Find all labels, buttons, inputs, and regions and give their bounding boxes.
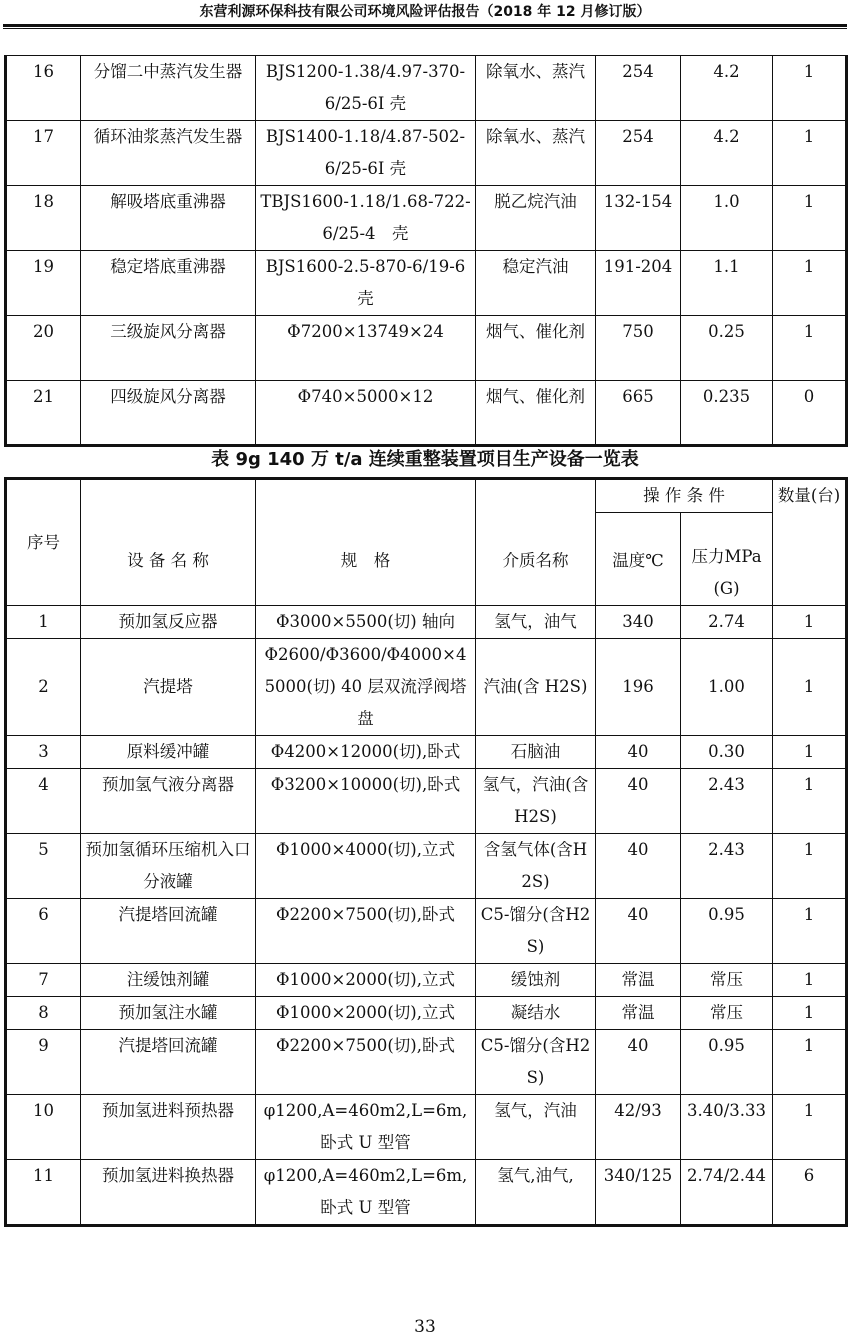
table-row: [6, 899, 847, 964]
temp-cell: 42/93: [596, 1095, 681, 1160]
spec-cell: Φ1000×4000(切),立式: [256, 834, 476, 899]
pressure-cell: 3.40/3.33: [681, 1095, 773, 1160]
spec-cell: φ1200,A=460m2,L=6m,卧式 U 型管: [256, 1160, 476, 1226]
spec-cell: BJS1600-2.5-870-6/19-6壳: [256, 251, 476, 316]
pressure-cell: 常压: [681, 997, 773, 1030]
spec-cell: BJS1200-1.38/4.97-370-6/25-6I 壳: [256, 56, 476, 121]
medium-cell: 氢气，油气: [476, 606, 596, 639]
seq-cell: 6: [6, 899, 81, 964]
page-number: 33: [414, 1317, 436, 1337]
seq-cell: 18: [6, 186, 81, 251]
pressure-cell: 0.25: [681, 316, 773, 381]
equipment-table-9g: [4, 477, 848, 1227]
table-row: [6, 964, 847, 997]
seq-cell: 5: [6, 834, 81, 899]
header-medium: 介质名称: [476, 479, 596, 606]
header-temp: 温度℃: [596, 513, 681, 606]
table-row: [6, 121, 847, 186]
page-header: 东营利源环保科技有限公司环境风险评估报告（2018 年 12 月修订版）: [199, 4, 651, 20]
temp-cell: 340: [596, 606, 681, 639]
pressure-cell: 常压: [681, 964, 773, 997]
name-cell: 解吸塔底重沸器: [81, 186, 256, 251]
qty-cell: 1: [773, 1030, 847, 1095]
qty-cell: 1: [773, 186, 847, 251]
name-cell: 预加氢注水罐: [81, 997, 256, 1030]
temp-cell: 254: [596, 56, 681, 121]
qty-cell: 1: [773, 639, 847, 736]
header-rule-thick: [3, 24, 847, 27]
name-cell: 汽提塔回流罐: [81, 899, 256, 964]
medium-cell: 烟气、催化剂: [476, 381, 596, 446]
spec-cell: Φ2600/Φ3600/Φ4000×45000(切) 40 层双流浮阀塔盘: [256, 639, 476, 736]
qty-cell: 0: [773, 381, 847, 446]
spec-cell: Φ3000×5500(切) 轴向: [256, 606, 476, 639]
seq-cell: 3: [6, 736, 81, 769]
spec-cell: TBJS1600-1.18/1.68-722-6/25-4 壳: [256, 186, 476, 251]
seq-cell: 16: [6, 56, 81, 121]
table-row: [6, 639, 847, 736]
spec-cell: Φ740×5000×12: [256, 381, 476, 446]
table-row: [6, 381, 847, 446]
qty-cell: 1: [773, 769, 847, 834]
qty-cell: 1: [773, 606, 847, 639]
qty-cell: 1: [773, 997, 847, 1030]
table-row: [6, 1030, 847, 1095]
temp-cell: 254: [596, 121, 681, 186]
pressure-cell: 2.43: [681, 769, 773, 834]
pressure-cell: 0.95: [681, 899, 773, 964]
temp-cell: 132-154: [596, 186, 681, 251]
qty-cell: 1: [773, 251, 847, 316]
header-qty: 数量(台): [773, 479, 847, 606]
seq-cell: 9: [6, 1030, 81, 1095]
spec-cell: Φ1000×2000(切),立式: [256, 997, 476, 1030]
pressure-cell: 1.00: [681, 639, 773, 736]
medium-cell: 氢气,油气,: [476, 1160, 596, 1226]
temp-cell: 40: [596, 834, 681, 899]
spec-cell: Φ7200×13749×24: [256, 316, 476, 381]
spec-cell: Φ2200×7500(切),卧式: [256, 899, 476, 964]
header-conditions: 操 作 条 件: [596, 479, 773, 513]
medium-cell: C5-馏分(含H2S): [476, 1030, 596, 1095]
name-cell: 循环油浆蒸汽发生器: [81, 121, 256, 186]
name-cell: 预加氢循环压缩机入口分液罐: [81, 834, 256, 899]
qty-cell: 1: [773, 316, 847, 381]
qty-cell: 1: [773, 1095, 847, 1160]
medium-cell: 缓蚀剂: [476, 964, 596, 997]
temp-cell: 40: [596, 1030, 681, 1095]
pressure-cell: 2.74: [681, 606, 773, 639]
medium-cell: 汽油(含 H2S): [476, 639, 596, 736]
seq-cell: 19: [6, 251, 81, 316]
qty-cell: 1: [773, 736, 847, 769]
table-row: [6, 606, 847, 639]
table-row: [6, 186, 847, 251]
medium-cell: 稳定汽油: [476, 251, 596, 316]
header-name: 设 备 名 称: [81, 479, 256, 606]
pressure-cell: 2.74/2.44: [681, 1160, 773, 1226]
temp-cell: 340/125: [596, 1160, 681, 1226]
medium-cell: 除氧水、蒸汽: [476, 121, 596, 186]
spec-cell: Φ1000×2000(切),立式: [256, 964, 476, 997]
qty-cell: 1: [773, 121, 847, 186]
table-row: [6, 1160, 847, 1226]
table-row: [6, 1095, 847, 1160]
pressure-cell: 1.1: [681, 251, 773, 316]
spec-cell: BJS1400-1.18/4.87-502-6/25-6I 壳: [256, 121, 476, 186]
name-cell: 原料缓冲罐: [81, 736, 256, 769]
pressure-cell: 2.43: [681, 834, 773, 899]
table-caption: 表 9g 140 万 t/a 连续重整装置项目生产设备一览表: [211, 449, 639, 470]
pressure-cell: 0.95: [681, 1030, 773, 1095]
table-row: [6, 997, 847, 1030]
name-cell: 三级旋风分离器: [81, 316, 256, 381]
medium-cell: 凝结水: [476, 997, 596, 1030]
temp-cell: 750: [596, 316, 681, 381]
header-pressure: 压力MPa(G): [681, 513, 773, 606]
spec-cell: Φ3200×10000(切),卧式: [256, 769, 476, 834]
medium-cell: 脱乙烷汽油: [476, 186, 596, 251]
name-cell: 稳定塔底重沸器: [81, 251, 256, 316]
name-cell: 汽提塔: [81, 639, 256, 736]
name-cell: 分馏二中蒸汽发生器: [81, 56, 256, 121]
equipment-table-continued: [4, 55, 848, 447]
pressure-cell: 4.2: [681, 121, 773, 186]
spec-cell: Φ2200×7500(切),卧式: [256, 1030, 476, 1095]
medium-cell: 烟气、催化剂: [476, 316, 596, 381]
seq-cell: 2: [6, 639, 81, 736]
seq-cell: 4: [6, 769, 81, 834]
seq-cell: 7: [6, 964, 81, 997]
pressure-cell: 0.235: [681, 381, 773, 446]
table-row: [6, 736, 847, 769]
seq-cell: 10: [6, 1095, 81, 1160]
qty-cell: 1: [773, 964, 847, 997]
temp-cell: 191-204: [596, 251, 681, 316]
header-spec: 规 格: [256, 479, 476, 606]
medium-cell: 除氧水、蒸汽: [476, 56, 596, 121]
table-row: [6, 56, 847, 121]
qty-cell: 1: [773, 56, 847, 121]
qty-cell: 6: [773, 1160, 847, 1226]
name-cell: 预加氢进料预热器: [81, 1095, 256, 1160]
seq-cell: 21: [6, 381, 81, 446]
medium-cell: 氢气，汽油: [476, 1095, 596, 1160]
medium-cell: 氢气，汽油(含 H2S): [476, 769, 596, 834]
spec-cell: Φ4200×12000(切),卧式: [256, 736, 476, 769]
qty-cell: 1: [773, 899, 847, 964]
table-row: [6, 251, 847, 316]
header-seq: 序号: [6, 479, 81, 606]
pressure-cell: 4.2: [681, 56, 773, 121]
seq-cell: 11: [6, 1160, 81, 1226]
spec-cell: φ1200,A=460m2,L=6m,卧式 U 型管: [256, 1095, 476, 1160]
seq-cell: 20: [6, 316, 81, 381]
name-cell: 预加氢进料换热器: [81, 1160, 256, 1226]
table-row: [6, 769, 847, 834]
name-cell: 预加氢反应器: [81, 606, 256, 639]
name-cell: 注缓蚀剂罐: [81, 964, 256, 997]
temp-cell: 40: [596, 769, 681, 834]
seq-cell: 17: [6, 121, 81, 186]
medium-cell: 石脑油: [476, 736, 596, 769]
header-rule-thin: [3, 28, 847, 29]
name-cell: 汽提塔回流罐: [81, 1030, 256, 1095]
temp-cell: 665: [596, 381, 681, 446]
medium-cell: 含氢气体(含H2S): [476, 834, 596, 899]
temp-cell: 196: [596, 639, 681, 736]
name-cell: 四级旋风分离器: [81, 381, 256, 446]
temp-cell: 常温: [596, 964, 681, 997]
seq-cell: 8: [6, 997, 81, 1030]
pressure-cell: 0.30: [681, 736, 773, 769]
temp-cell: 常温: [596, 997, 681, 1030]
name-cell: 预加氢气液分离器: [81, 769, 256, 834]
table-row: [6, 316, 847, 381]
qty-cell: 1: [773, 834, 847, 899]
table-row: [6, 834, 847, 899]
temp-cell: 40: [596, 899, 681, 964]
temp-cell: 40: [596, 736, 681, 769]
seq-cell: 1: [6, 606, 81, 639]
pressure-cell: 1.0: [681, 186, 773, 251]
medium-cell: C5-馏分(含H2S): [476, 899, 596, 964]
